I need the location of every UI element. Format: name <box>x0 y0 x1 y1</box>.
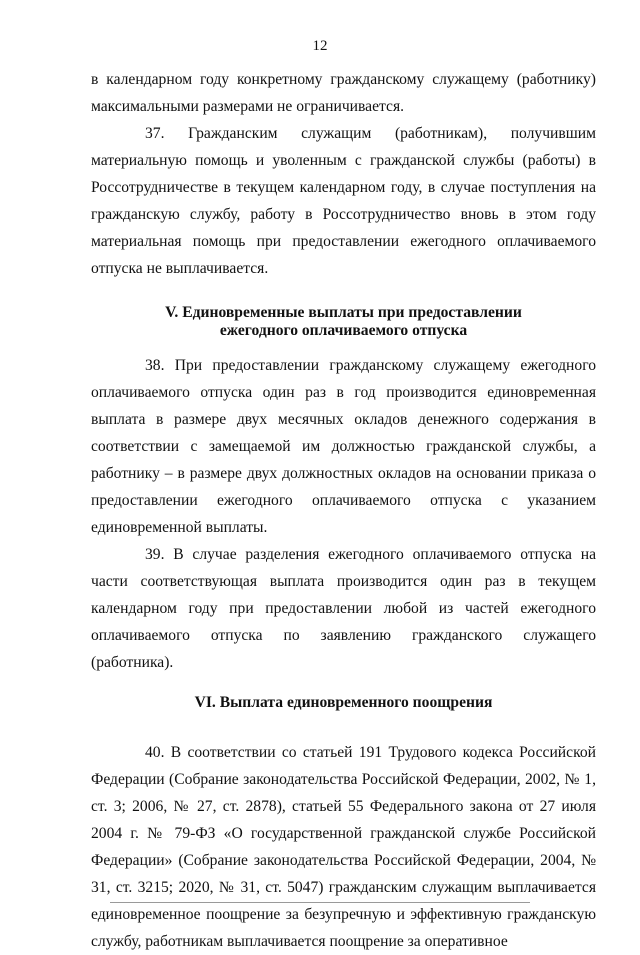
section-vi-heading: VI. Выплата единовременного поощрения <box>194 694 493 711</box>
section-v-heading-line-1: V. Единовременные выплаты при предоставлении <box>165 304 522 321</box>
paragraph-continuation: в календарном году конкретному гражданскому служащему (работнику) максимальными размерами не ограничивается. <box>91 71 596 115</box>
section-v-heading-line-2: ежегодного оплачиваемого отпуска <box>219 322 468 339</box>
paragraph-40: 40. В соответствии со статьей 191 Трудового кодекса Российской Федерации (Собрание законодательства Российской Федерации, 2002, № 1, ст. 3; 2006, № 27, ст. 2878), статьей 55 Федерального закона от 27 июля 2004 г. № 79-ФЗ «О государственной гражданской службе Российской Федерации» (Собрание законодательства Российской Федерации, 2004, № 31, ст. 3215; 2020, № 31, ст. 5047) гражданским служащим выплачивается единовременное поощрение за безупречную и эффективную гражданскую службу, работникам выплачивается поощрение за оперативное <box>91 744 596 950</box>
document-body <box>91 66 596 955</box>
section-v-heading <box>91 304 596 340</box>
paragraph-37: 37. Гражданским служащим (работникам), получившим материальную помощь и уволенным с гражданской службы (работы) в Россотрудничестве в текущем календарном году, в случае поступления на гражданскую службу, работу в Россотрудничество вновь в этом году материальная помощь при предоставлении ежегодного оплачиваемого отпуска не выплачивается. <box>91 125 596 277</box>
paragraph-38: 38. При предоставлении гражданскому служащему ежегодного оплачиваемого отпуска один раз в год производится единовременная выплата в размере двух месячных окладов денежного содержания в соответствии с замещаемой им должностью гражданской службы, а работнику – в размере двух должностных окладов на основании приказа о предоставлении ежегодного оплачиваемого отпуска с указанием единовременной выплаты. <box>91 357 596 536</box>
page-number: 12 <box>312 38 328 54</box>
scan-edge-line <box>110 902 530 903</box>
paragraph-39: 39. В случае разделения ежегодного оплачиваемого отпуска на части соответствующая выплата производится один раз в текущем календарном году при предоставлении любой из частей ежегодного оплачиваемого отпуска по заявлению гражданского служащего (работника). <box>91 546 596 671</box>
